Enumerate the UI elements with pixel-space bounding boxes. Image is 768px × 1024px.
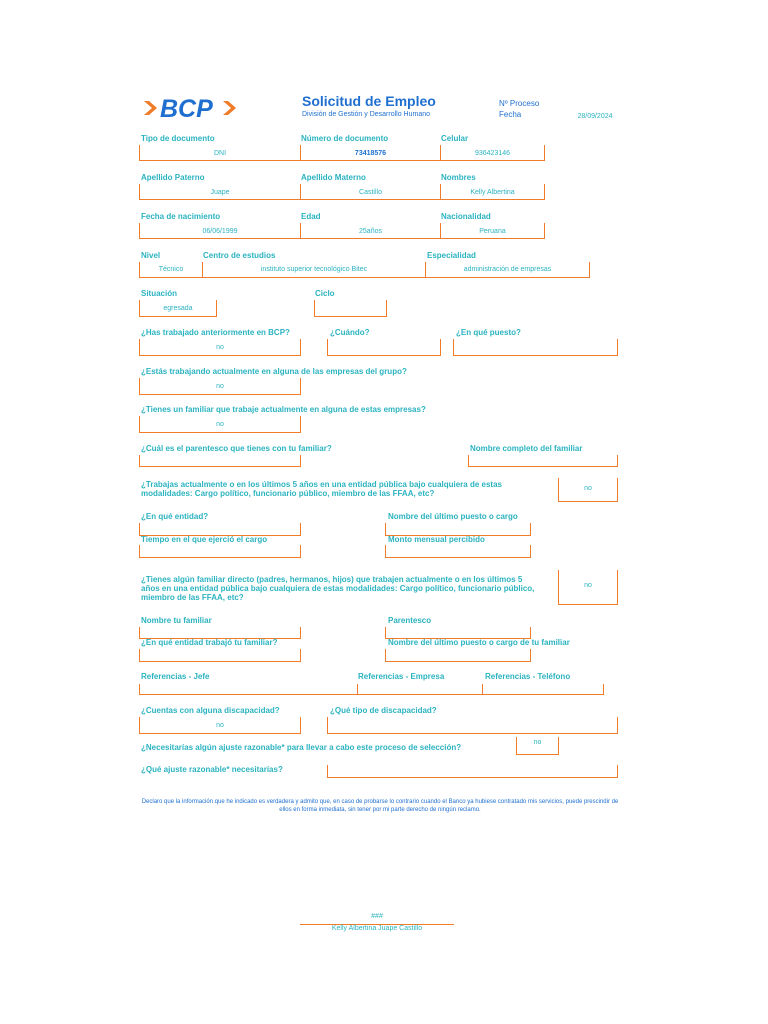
nombres-label: Nombres — [441, 173, 476, 182]
nombre-familiar-field[interactable] — [468, 455, 618, 467]
ref-empresa-field[interactable] — [357, 684, 483, 695]
puesto-familiar-label: Nombre del último puesto o cargo de tu familiar — [388, 638, 570, 647]
nombres-field[interactable] — [440, 184, 545, 200]
ref-jefe-label: Referencias - Jefe — [141, 672, 210, 681]
puesto-familiar-field[interactable] — [385, 649, 531, 662]
entidad-familiar-field[interactable] — [139, 649, 301, 662]
que-entidad-label: ¿En qué entidad? — [141, 512, 209, 521]
edad-label: Edad — [301, 212, 321, 221]
nombre-familiar-label: Nombre completo del familiar — [470, 444, 583, 453]
signature-mark: ### — [371, 913, 383, 920]
nombre-tu-familiar-label: Nombre tu familiar — [141, 616, 212, 625]
page-subtitle: División de Gestión y Desarrollo Humano — [302, 111, 430, 118]
celular-value: 936423146 — [474, 150, 511, 157]
ref-jefe-field[interactable] — [139, 684, 358, 695]
familiar-directo-label: ¿Tienes algún familiar directo (padres, hermanos, hijos) que trabajen actualmente o en los últimos 5 años en una entidad pública bajo cualquiera de estas modalidades: Cargo político, funcionario público, miembro de las FFAA, etc? — [141, 575, 535, 602]
discapacidad-field[interactable] — [139, 717, 301, 734]
tipo-discapacidad-label: ¿Qué tipo de discapacidad? — [330, 706, 437, 715]
ap-paterno-field[interactable] — [139, 184, 301, 200]
familiar-directo-field[interactable] — [558, 570, 618, 605]
discapacidad-label: ¿Cuentas con alguna discapacidad? — [141, 706, 280, 715]
tipo-doc-label: Tipo de documento — [141, 134, 215, 143]
bcp-logo — [140, 92, 250, 124]
monto-label: Monto mensual percibido — [388, 535, 485, 544]
fecha-value: 28/09/2024 — [577, 113, 613, 120]
puesto-field[interactable] — [453, 339, 618, 356]
entidad-publica-label: ¿Trabajas actualmente o en los últimos 5 años en una entidad pública bajo cualquiera de estas modalidades: Cargo político, funcionario público, miembro de las FFAA, etc? — [141, 480, 502, 498]
nacionalidad-label: Nacionalidad — [441, 212, 491, 221]
familiar-value: no — [216, 421, 224, 428]
centro-value: instituto superior tecnológico Bitec — [260, 266, 368, 273]
fecha-nac-field[interactable] — [139, 223, 301, 239]
edad-field[interactable] — [300, 223, 441, 239]
entidad-publica-value: no — [584, 485, 592, 492]
nombres-value: Kelly Albertina — [470, 189, 515, 196]
num-doc-field[interactable] — [300, 145, 441, 161]
declaration-text: Declaro que la información que he indicado es verdadera y admito que, en caso de probarse lo contrario cuando el Banco ya hubiese contratado mis servicios, puede prescindir de ellos en forma inmediata, sin tener por mi parte derecho de ningún reclamo. — [141, 799, 619, 813]
nivel-label: Nivel — [141, 251, 161, 260]
que-ajuste-label: ¿Qué ajuste razonable* necesitarías? — [141, 765, 283, 774]
ciclo-field[interactable] — [314, 300, 387, 317]
especialidad-label: Especialidad — [427, 251, 476, 260]
cuando-field[interactable] — [327, 339, 441, 356]
ap-paterno-value: Juape — [210, 189, 230, 196]
familiar-field[interactable] — [139, 416, 301, 433]
ultimo-puesto-label: Nombre del último puesto o cargo — [388, 512, 518, 521]
ajuste-label: ¿Necesitarías algún ajuste razonable* para llevar a cabo este proceso de selección? — [141, 743, 462, 752]
tipo-doc-value: DNI — [213, 150, 227, 157]
que-ajuste-field[interactable] — [327, 765, 618, 778]
fecha-nac-value: 06/06/1999 — [202, 228, 238, 235]
tiempo-cargo-field[interactable] — [139, 545, 301, 558]
entidad-familiar-label: ¿En qué entidad trabajó tu familiar? — [141, 638, 278, 647]
trabajando-grupo-field[interactable] — [139, 378, 301, 395]
puesto-label: ¿En qué puesto? — [456, 328, 521, 337]
tipo-discapacidad-field[interactable] — [327, 717, 618, 734]
ciclo-label: Ciclo — [315, 289, 335, 298]
parentesco-q-field[interactable] — [139, 455, 301, 467]
especialidad-field[interactable] — [425, 262, 590, 278]
especialidad-value: administración de empresas — [463, 266, 552, 273]
proceso-label: Nº Proceso — [499, 99, 540, 108]
ap-materno-field[interactable] — [300, 184, 441, 200]
signature-name: Kelly Albertina Juape Castillo — [331, 925, 423, 932]
parentesco-q-label: ¿Cuál es el parentesco que tienes con tu familiar? — [141, 444, 332, 453]
cuando-label: ¿Cuándo? — [330, 328, 370, 337]
familiar-label: ¿Tienes un familiar que trabaje actualmente en alguna de estas empresas? — [141, 405, 426, 414]
num-doc-value: 73418576 — [354, 150, 387, 157]
tiempo-cargo-label: Tiempo en el que ejerció el cargo — [141, 535, 268, 544]
trabajando-grupo-label: ¿Estás trabajando actualmente en alguna de las empresas del grupo? — [141, 367, 407, 376]
trabajado-bcp-field[interactable] — [139, 339, 301, 356]
nivel-field[interactable] — [139, 262, 203, 278]
celular-field[interactable] — [440, 145, 545, 161]
logo-text: BCP — [160, 95, 213, 123]
nacionalidad-value: Peruana — [479, 228, 506, 235]
familiar-directo-value: no — [584, 582, 592, 589]
ref-telefono-field[interactable] — [482, 684, 604, 695]
ap-materno-label: Apellido Materno — [301, 173, 366, 182]
centro-label: Centro de estudios — [203, 251, 276, 260]
parentesco-label: Parentesco — [388, 616, 432, 625]
situacion-label: Situación — [141, 289, 178, 298]
nivel-value: Técnico — [158, 266, 184, 273]
situacion-value: egresada — [163, 305, 193, 312]
ap-materno-value: Castillo — [359, 189, 382, 196]
fecha-nac-label: Fecha de nacimiento — [141, 212, 221, 221]
trabajando-grupo-value: no — [216, 383, 224, 390]
ref-empresa-label: Referencias - Empresa — [358, 672, 445, 681]
nacionalidad-field[interactable] — [440, 223, 545, 239]
centro-field[interactable] — [202, 262, 426, 278]
edad-value: 25años — [359, 228, 382, 235]
num-doc-label: Número de documento — [301, 134, 389, 143]
ajuste-field[interactable] — [516, 737, 559, 755]
celular-label: Celular — [441, 134, 469, 143]
trabajado-bcp-label: ¿Has trabajado anteriormente en BCP? — [141, 328, 290, 337]
monto-field[interactable] — [385, 545, 531, 558]
situacion-field[interactable] — [139, 300, 217, 317]
page-title: Solicitud de Empleo — [302, 93, 436, 109]
ajuste-value: no — [533, 739, 542, 746]
trabajado-bcp-value: no — [216, 344, 224, 351]
ap-paterno-label: Apellido Paterno — [141, 173, 205, 182]
ref-telefono-label: Referencias - Teléfono — [485, 672, 571, 681]
discapacidad-value: no — [216, 722, 224, 729]
entidad-publica-field[interactable] — [558, 478, 618, 502]
fecha-label: Fecha — [499, 110, 522, 119]
tipo-doc-field[interactable] — [139, 145, 301, 161]
